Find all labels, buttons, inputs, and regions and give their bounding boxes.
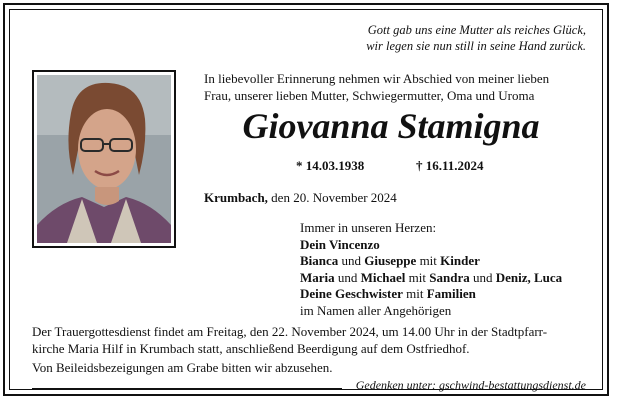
mourner-line-4: Deine Geschwister mit Familien — [300, 286, 476, 301]
mourner-line-5: im Namen aller Angehörigen — [300, 302, 452, 318]
portrait-image — [37, 75, 171, 243]
intro-line-2: Frau, unserer lieben Mutter, Schwiegermutter, Oma und Uroma — [204, 88, 535, 103]
death-date: † 16.11.2024 — [416, 158, 484, 173]
mourner-line-1 — [300, 237, 562, 254]
mourners-heading: Immer in unseren Herzen: — [300, 220, 437, 235]
place-and-date — [204, 190, 397, 206]
portrait-photo — [32, 70, 176, 248]
date: den 20. November 2024 — [271, 190, 397, 205]
service-line-2: kirche Maria Hilf in Krumbach statt, anschließend Beerdigung auf dem Ostfriedhof. — [32, 341, 470, 356]
intro-line-1: In liebevoller Erinnerung nehmen wir Abschied von meiner lieben — [204, 71, 550, 86]
motto — [366, 22, 586, 54]
service-line-1: Der Trauergottesdienst findet am Freitag, den 22. November 2024, um 14.00 Uhr in der Stadtpfarr- — [32, 324, 548, 339]
footer-divider — [32, 388, 342, 389]
condolence-note: Von Beileidsbezeigungen am Grabe bitten wir abzusehen. — [32, 360, 333, 375]
mourner-line-2: Bianca und Giuseppe mit Kinder — [300, 253, 480, 268]
intro-text — [204, 70, 594, 104]
motto-line-2: wir legen sie nun still in seine Hand zurück. — [366, 39, 586, 53]
memorial-website-link[interactable]: Gedenken unter: gschwind-bestattungsdienst.de — [355, 378, 586, 392]
birth-date: * 14.03.1938 — [296, 158, 365, 173]
service-info — [32, 323, 592, 357]
motto-line-1: Gott gab uns eine Mutter als reiches Glück, — [367, 23, 586, 37]
deceased-name: Giovanna Stamigna — [242, 106, 540, 146]
place: Krumbach, — [204, 190, 268, 205]
mourner-line-3: Maria und Michael mit Sandra und Deniz, Luca — [300, 269, 563, 285]
mourner-name: Dein Vincenzo — [300, 236, 380, 252]
mourners-list — [300, 220, 562, 319]
